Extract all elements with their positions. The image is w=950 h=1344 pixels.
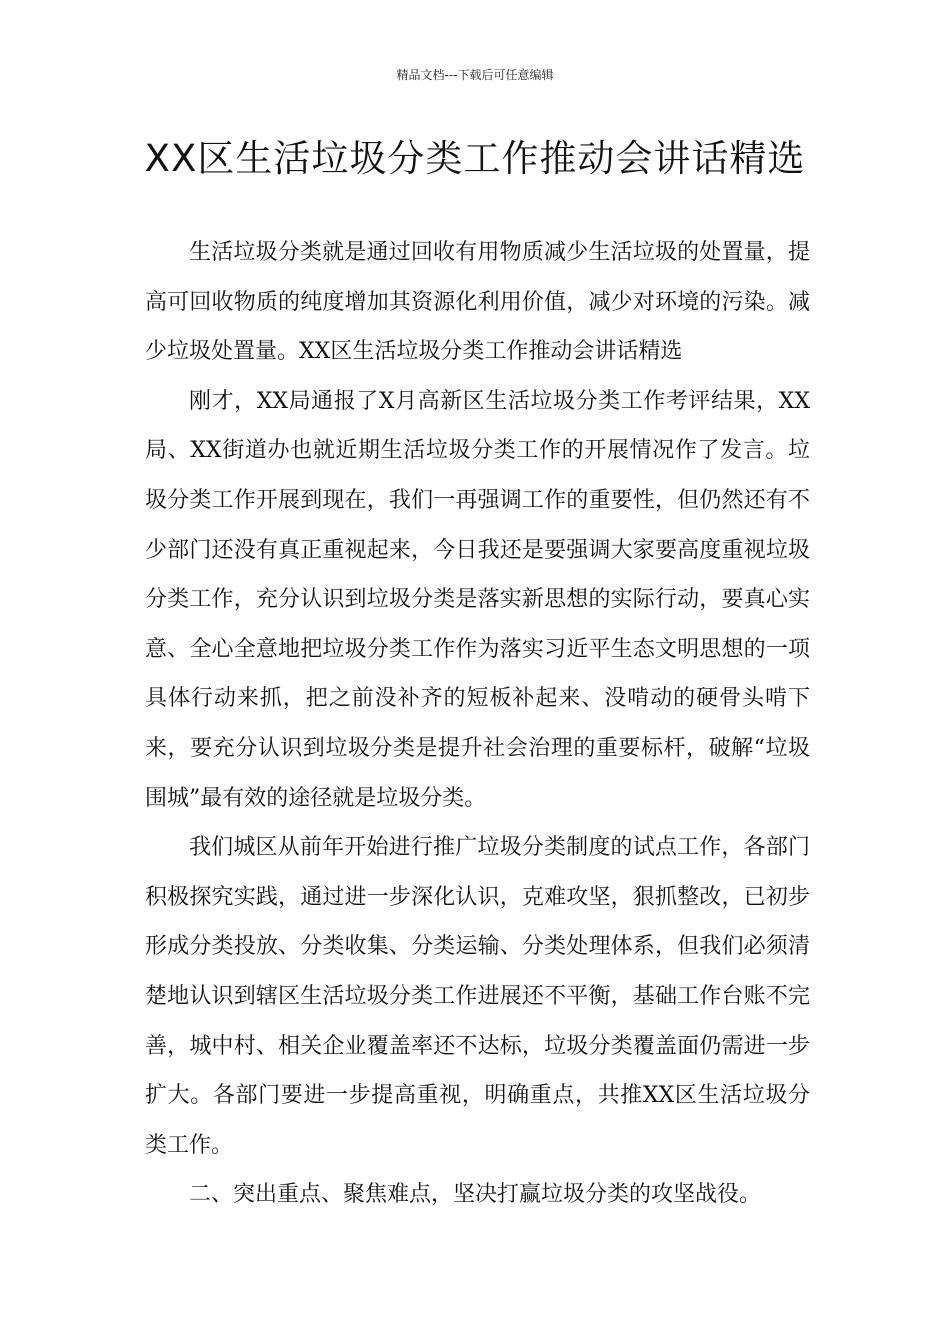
header-note: 精品文档---下载后可任意编辑 <box>396 68 554 82</box>
document-title: XX区生活垃圾分类工作推动会讲话精选 <box>144 137 806 180</box>
paragraph-progress: 我们城区从前年开始进行推广垃圾分类制度的试点工作，各部门积极探究实践，通过进一步深化认识，克难攻坚，狠抓整改，已初步形成分类投放、分类收集、分类运输、分类处理体系，但我们必须清楚地认识到辖区生活垃圾分类工作进展还不平衡，基础工作台账不完善，城中村、相关企业覆盖率还不达标，垃圾分类覆盖面仍需进一步扩大。各部门要进一步提高重视，明确重点，共推XX区生活垃圾分类工作。 <box>145 835 810 1158</box>
section-heading-two: 二、突出重点、聚焦难点，坚决打赢垃圾分类的攻坚战役。 <box>189 1182 762 1208</box>
paragraph-report: 刚才，XX局通报了X月高新区生活垃圾分类工作考评结果，XX局、XX街道办也就近期生活垃圾分类工作的开展情况作了发言。垃圾分类工作开展到现在，我们一再强调工作的重要性，但仍然还有不少部门还没有真正重视起来，今日我还是要强调大家要高度重视垃圾分类工作，充分认识到垃圾分类是落实新思想的实际行动，要真心实意、全心全意地把垃圾分类工作作为落实习近平生态文明思想的一项具体行动来抓，把之前没补齐的短板补起来、没啃动的硬骨头啃下来，要充分认识到垃圾分类是提升社会治理的重要标杆，破解“垃圾围城”最有效的途径就是垃圾分类。 <box>145 388 810 811</box>
paragraph-intro: 生活垃圾分类就是通过回收有用物质减少生活垃圾的处置量，提高可回收物质的纯度增加其资源化利用价值，减少对环境的污染。减少垃圾处置量。XX区生活垃圾分类工作推动会讲话精选 <box>145 240 810 365</box>
document-body <box>145 228 810 1220</box>
